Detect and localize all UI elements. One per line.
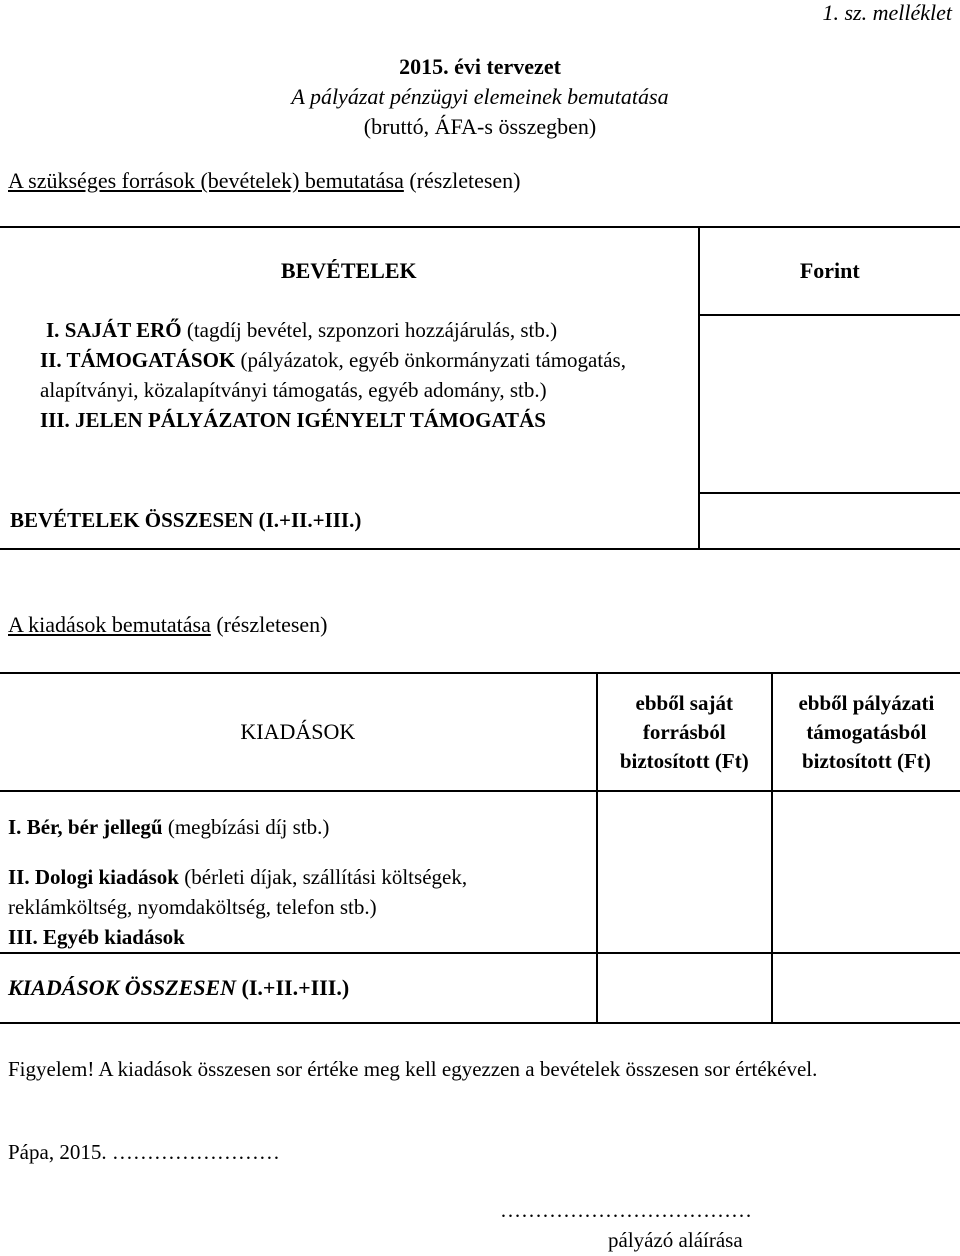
grant-source-header-cell <box>772 673 960 791</box>
row-desc: (pályázatok, egyéb önkormányzati támogatás, alapítványi, közalapítványi támogatás, egyéb adomány, stb.) <box>40 348 626 402</box>
revenue-row-3 <box>40 405 640 435</box>
place-date: Pápa, 2015. …………………… <box>8 1140 280 1164</box>
row-number: III. <box>8 925 44 949</box>
header-subtitle: A pályázat pénzügyi elemeinek bemutatása <box>291 84 669 109</box>
own-source-header: ebből saját forrásból biztosított (Ft) <box>619 690 749 773</box>
row-number: I. <box>46 318 65 342</box>
expense-items-cell <box>0 791 597 953</box>
revenue-section-heading <box>8 168 521 194</box>
expense-row-3 <box>8 922 586 952</box>
signature-label: pályázó aláírása <box>608 1228 743 1252</box>
row-desc: (megbízási díj stb.) <box>162 815 330 839</box>
expense-heading-main: A kiadások bemutatása <box>8 612 211 637</box>
revenue-table <box>0 226 960 550</box>
row-title: JELEN PÁLYÁZATON IGÉNYELT TÁMOGATÁS <box>75 408 546 432</box>
grant-source-values-cell <box>772 791 960 953</box>
revenue-row-2 <box>40 345 640 405</box>
revenue-heading-rest: (részletesen) <box>403 168 521 193</box>
annex-label: 1. sz. melléklet <box>822 0 952 25</box>
revenue-heading-main: A szükséges források (bevételek) bemutatása <box>8 168 404 193</box>
row-title: Dologi kiadások <box>34 865 179 889</box>
own-source-total-cell <box>597 953 772 1023</box>
revenue-row-1 <box>46 315 688 345</box>
row-title: Bér, bér jellegű <box>26 815 163 839</box>
year-title: 2015. évi tervezet <box>399 54 561 79</box>
row-desc: (tagdíj bevétel, szponzori hozzájárulás, stb.) <box>181 318 558 342</box>
revenue-items-cell <box>0 315 699 493</box>
expense-row-2 <box>8 862 586 922</box>
row-title: TÁMOGATÁSOK <box>66 348 236 372</box>
expense-row-1 <box>8 812 586 842</box>
revenue-values-cell <box>699 315 960 493</box>
expense-col-header-cell <box>0 673 597 791</box>
row-number: II. <box>40 348 67 372</box>
row-title: SAJÁT ERŐ <box>64 318 182 342</box>
expense-total-label: KIADÁSOK ÖSSZESEN <box>8 975 237 1000</box>
signature-line: ……………………………… <box>500 1198 752 1222</box>
expense-section-heading <box>8 612 328 638</box>
unit-header: Forint <box>799 258 860 283</box>
own-source-header-cell <box>597 673 772 791</box>
notice-text: Figyelem! A kiadások összesen sor értéke meg kell egyezzen a bevételek összesen sor értékével. <box>8 1057 818 1081</box>
row-number: I. <box>8 815 27 839</box>
unit-header-cell <box>699 227 960 315</box>
document-header <box>0 52 960 142</box>
revenue-total-cell <box>0 493 699 549</box>
revenue-rows-cell <box>0 227 699 315</box>
row-title: Egyéb kiadások <box>43 925 185 949</box>
row-number: III. <box>40 408 76 432</box>
own-source-values-cell <box>597 791 772 953</box>
revenue-total-value <box>699 493 960 549</box>
expense-total-cell <box>0 953 597 1023</box>
revenue-total-label: BEVÉTELEK ÖSSZESEN (I.+II.+III.) <box>10 508 362 532</box>
expense-total-suffix: (I.+II.+III.) <box>236 975 350 1000</box>
header-note: (bruttó, ÁFA-s összegben) <box>363 114 597 139</box>
row-number: II. <box>8 865 35 889</box>
expense-heading-rest: (részletesen) <box>210 612 328 637</box>
grant-source-total-cell <box>772 953 960 1023</box>
expense-col-header: KIADÁSOK <box>240 719 356 744</box>
grant-source-header: ebből pályázati támogatásból biztosított (Ft) <box>798 690 935 773</box>
row-desc: (bérleti díjak, szállítási költségek, reklámköltség, nyomdaköltség, telefon stb.) <box>8 865 468 919</box>
expense-table <box>0 672 960 1024</box>
revenue-col-header: BEVÉTELEK <box>280 258 417 283</box>
